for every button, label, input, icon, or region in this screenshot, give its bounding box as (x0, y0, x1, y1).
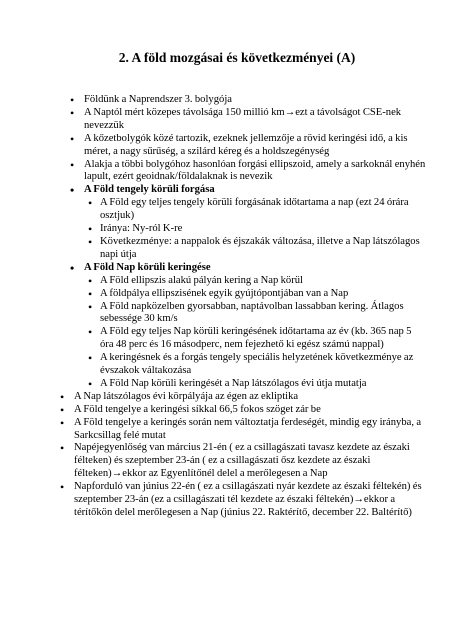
list-item (70, 105, 428, 133)
bullet-list (0, 94, 474, 520)
list-item (70, 93, 428, 107)
list-item-text: Napéjegyenlőség van március 21-én ( ez a csillagászati tavasz kezdete az északi félteken) és szeptember 23-án ( ez a csillagászati ősz kezdete az északi félteken)→ekkor az Egyenlítőnél delel a merőlegesen a Nap (74, 442, 410, 480)
list-item (70, 157, 428, 185)
bullet-icon: • (88, 222, 93, 237)
list-item (70, 260, 428, 275)
sub-list-item (88, 196, 424, 223)
list-item-text: A Föld tengelye a keringés során nem változtatja ferdeségét, mindig egy irányba, a Sarkcsillag felé mutat (74, 416, 422, 441)
bullet-icon: • (70, 157, 75, 172)
bullet-icon: • (88, 273, 93, 288)
list-item-text: A Naptól mért közepes távolsága 150 millió km→ezt a távolságot CSE-nek nevezzük (84, 106, 402, 131)
list-item-text: A kőzetbolygók közé tartozik, ezeknek jellemzője a rövid keringési idő, a kis méret, a nagy sűrűség, a szilárd kéreg és a holdszegénység (84, 132, 408, 157)
bullet-icon: • (70, 260, 75, 275)
bullet-icon: • (70, 93, 75, 107)
bullet-icon: • (60, 441, 65, 456)
list-item-text: A Föld Nap körüli keringését a Nap látszólagos évi útja mutatja (100, 377, 367, 389)
list-item-text: Alakja a többi bolygóhoz hasonlóan forgási ellipszoid, amely a sarkoknál enyhén lapult, ezért geoidnak/földalaknak is nevezik (84, 158, 426, 183)
bullet-icon: • (70, 131, 75, 146)
bullet-icon: • (60, 402, 65, 417)
list-item-text: A Föld tengely körüli forgása (84, 184, 215, 196)
bullet-icon: • (88, 376, 93, 391)
list-item (60, 441, 428, 481)
sub-list-item (88, 299, 424, 327)
list-item-text: A Föld Nap körüli keringése (84, 261, 211, 273)
sub-list-item (88, 376, 424, 391)
bullet-icon: • (88, 325, 93, 340)
bullet-icon: • (88, 286, 93, 301)
bullet-icon: • (60, 389, 65, 404)
bullet-icon: • (70, 183, 75, 198)
sub-list-item (88, 325, 424, 352)
list-item (60, 389, 428, 404)
bullet-icon: • (60, 415, 65, 430)
list-item (60, 415, 428, 443)
list-item-text: Földünk a Naprendszer 3. bolygója (84, 94, 232, 105)
list-item (70, 183, 428, 198)
bullet-icon: • (88, 299, 93, 314)
bullet-icon: • (60, 480, 65, 495)
list-item-text: Napforduló van június 22-én ( ez a csillagászati nyár kezdete az északi féltekén) és szeptember 23-án (ez a csillagászati tél kezdete az északi féltekén)→ekkor a térítőkön delel merőlegesen a Nap (június 22. Raktérítő, december 22. Baltérítő) (74, 481, 422, 518)
sub-list-item (88, 273, 424, 288)
list-item-text: A földpálya ellipszisének egyik gyújtópontjában van a Nap (100, 287, 349, 299)
bullet-icon: • (88, 196, 93, 211)
list-item-text: Iránya: Ny-ról K-re (100, 223, 183, 235)
list-item-text: A Nap látszólagos évi körpályája az égen az ekliptika (74, 390, 299, 402)
list-item-text: A Föld napközelben gyorsabban, naptávolban lassabban kering. Átlagos sebessége 30 km/s (100, 300, 404, 325)
list-item-text: Következménye: a nappalok és éjszakák változása, illetve a Nap látszólagos napi útja (100, 235, 420, 260)
sub-list-item (88, 286, 424, 301)
list-item-text: A Föld ellipszis alakú pályán kering a Nap körül (100, 274, 303, 286)
list-item (60, 402, 428, 417)
list-item-text: A Föld egy teljes Nap körüli keringésének időtartama az év (kb. 365 nap 5 óra 48 perc és 16 másodperc, nem fejezhető ki egész számú nappal) (100, 326, 412, 351)
list-item-text: A Föld egy teljes tengely körüli forgásának időtartama a nap (ezt 24 órára osztjuk) (100, 197, 409, 222)
list-item (60, 480, 428, 520)
bullet-icon: • (88, 351, 93, 366)
bullet-icon: • (88, 234, 93, 249)
sub-list-item (88, 222, 424, 237)
sub-list-item (88, 234, 424, 262)
bullet-icon: • (70, 105, 75, 120)
page-title: 2. A föld mozgásai és következményei (A) (118, 50, 356, 65)
list-item-text: A keringésnek és a forgás tengely speciális helyzetének következménye az évszakok váltakozása (100, 352, 414, 377)
list-item (70, 131, 428, 159)
sub-list-item (88, 351, 424, 378)
list-item-text: A Föld tengelye a keringési síkkal 66,5 fokos szöget zár be (74, 403, 321, 415)
